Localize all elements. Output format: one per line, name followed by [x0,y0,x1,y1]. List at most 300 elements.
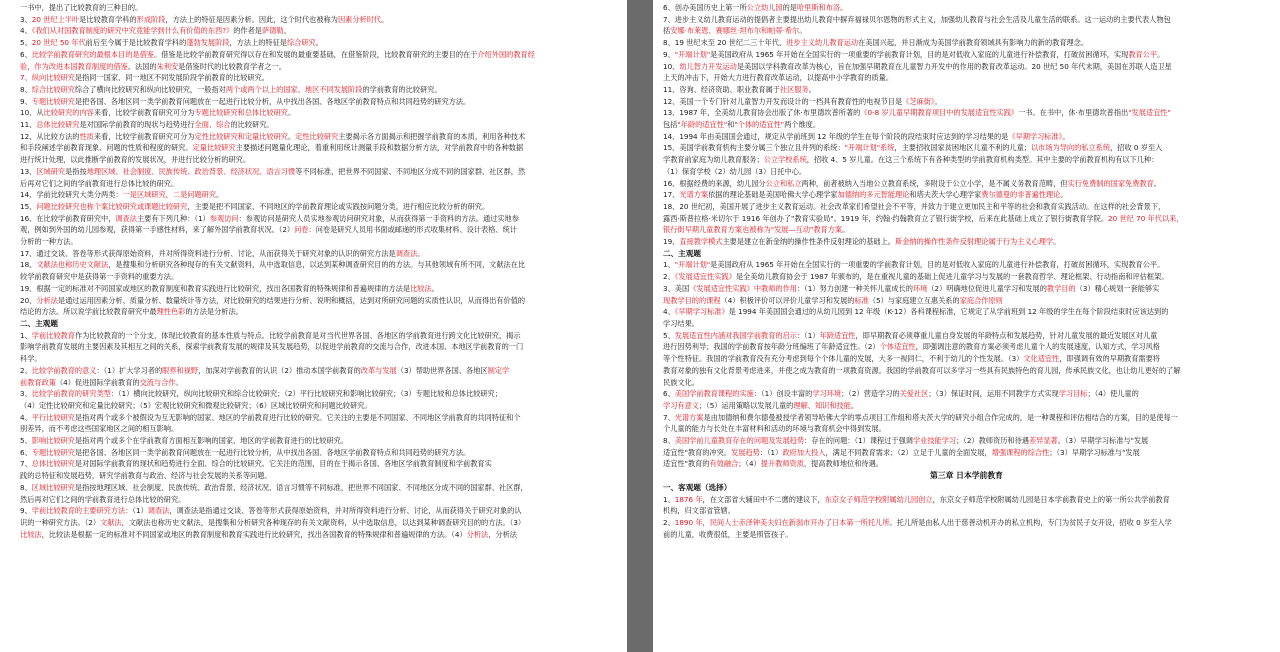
highlighted-text: 美国学前教育课程的实施 [674,389,754,399]
body-text: 是比较教育学科的 [79,14,137,24]
body-text: 综合了横向比较研究和纵向比较研究，一般指对 [74,84,226,94]
text-line [663,201,1270,213]
body-text: 7、 [20,459,32,469]
body-text: 。 [842,225,850,235]
highlighted-text: 环境 [912,283,928,293]
highlighted-text: "开端计划" [674,49,711,59]
body-text: 12、美国一个专门针对儿童智力开发而设计的一档具有教育性的电视节目是 [663,96,903,106]
text-line [663,72,1270,84]
highlighted-text: 关爱社区 [899,389,929,399]
highlighted-text: 前教育政策 [20,377,56,387]
highlighted-text: 比较学前教育的意义 [31,365,97,375]
body-text: ，招收 0 岁至入 [1110,143,1163,153]
highlighted-text: 参观访问 [209,213,239,223]
text-line [20,224,617,236]
body-text: ，主要招收国家贫困地区儿童不利的儿童； [894,143,1031,153]
body-text: 。 [934,96,942,106]
highlighted-text: 理解、知识和技能 [793,400,851,410]
highlighted-text: 学习有意义 [663,400,699,410]
highlighted-text: 验，作为改进本国教育制度的借鉴 [20,61,128,71]
highlighted-text: 影响比较研究 [31,436,75,446]
text-line [20,201,617,213]
highlighted-text: 有效融合 [709,459,739,469]
highlighted-text: 因素分析时代 [337,14,382,24]
body-text: ：（1）创设丰富的 [753,389,813,399]
highlighted-text: 定量比较研究 [192,143,236,153]
highlighted-text: 一是区域研究，二是问题研究 [122,190,217,200]
highlighted-text: 综合比较研究 [31,84,75,94]
highlighted-text: 东京女子师范学校附属幼儿园创立 [824,494,933,504]
body-text: 是把各国、各地区同一类学前教育问题放在一起进行比较分析，从中找出各国、各地区学前教育特点和共同趋势的研究方法。 [74,447,471,457]
body-text: 。 [175,377,183,387]
body-text: 6、 [663,389,675,399]
text-line [663,25,1270,37]
body-text: 19、根据一定的标准对不同国家或地区的教育制度和教育实践进行比较研究，找出各国教育的特殊规律和普遍规律的方法是 [20,283,411,293]
highlighted-text: 调查法 [395,248,418,258]
text-line [20,131,617,143]
highlighted-text: 光谱方案 [679,190,709,200]
body-text: 进行因势利导；我国的学前教育按年龄分班编班了年龄适宜性。（2） [663,342,880,352]
highlighted-text: 20 世纪 70 年代以来， [1108,213,1184,223]
body-text: 来看，比较学前教育研究可分为 [93,131,195,141]
highlighted-text: 20 世纪 50 年代 [31,38,86,48]
text-line [20,353,617,365]
highlighted-text: 性质 [79,131,94,141]
body-text: 2、 [20,365,32,375]
body-text: ：（1）扩大学习者的 [96,365,163,375]
body-text: ，方法上的特征是因素分析。因此，这个时代也被称为 [165,14,338,24]
body-text: ，方法上的特征是 [229,38,287,48]
highlighted-text: 比较研究的内容 [43,108,94,118]
body-text: （5）与家庭建立互惠关系的 [868,295,960,305]
body-text: 是指同一国家、同一地区不同发展阶段学前教育的比较研究。 [74,73,269,83]
body-text: 的学前教育的比较研究。 [362,84,442,94]
section-heading: 二、主观题 [20,318,58,328]
highlighted-text: 分析法 [466,529,489,539]
text-line [663,388,1270,400]
text-line [20,107,617,119]
body-text: （4）促进国际学前教育的 [55,377,140,387]
highlighted-text: 问卷 [294,225,309,235]
body-text: ；（5）运用策略以发展儿童的 [698,400,794,410]
highlighted-text: 专题比较研究 [31,96,75,106]
highlighted-text: 比较法 [410,283,432,293]
body-text: 上天的冲击下，开始大力进行教育改革运动，以提高中小学教育的质量。 [663,73,894,83]
text-line [663,423,1270,435]
text-line [663,236,1270,248]
body-text: 1、 [663,494,675,504]
text-line [663,458,1270,470]
body-text: 6、 [20,49,32,59]
text-line [663,2,1270,14]
text-line [663,61,1270,73]
body-text: ；（2）营造学习的 [841,389,900,399]
body-text: 是借鉴时代的比较教育学者之一。 [178,61,286,71]
text-line [663,107,1270,119]
text-line [663,259,1270,271]
body-text: ：存在的问题：（1）课程过于强调 [804,436,913,446]
text-line [20,72,617,84]
body-text: 是指按地理区域、社会制度、民族传统、政治背景、经济状况、语言习惯等不同标准，把世界不同国家、不同地区分成不同的国家群、社区群， [74,482,528,492]
highlighted-text: 专题比较研究和总体比较研究 [194,108,288,118]
highlighted-text: 平行比较研究 [31,412,75,422]
text-line [20,2,617,14]
body-text: 结论的方法。所以说学前比较教育研究中最 [20,307,157,317]
body-text: 适宜性"教育的 [663,459,710,469]
body-text: （2）明确地位促进儿童学习和发展的 [927,283,1047,293]
highlighted-text: "年龄的适宜性" [677,120,728,130]
body-text: 后再对它们之间的学前教育进行总体比较的研究。 [20,178,179,188]
highlighted-text: 费尔德曼的非普遍性理论 [981,190,1061,200]
highlighted-text: 差异显著 [1028,436,1058,446]
body-text: 。法国的 [127,61,157,71]
body-text: 是美国政府从 1965 年开始在全国实行的一项重要的学前教育计划，目的是对低收入家庭的儿童进行补偿教育，打破贫困循环，实现 [710,49,1129,59]
body-text: 8、 [20,482,32,492]
body-text: 16、在比较学前教育研究中， [20,213,116,223]
text-line [663,224,1270,236]
highlighted-text: 问题比较研究也称个案比较研究或课题比较研究 [36,201,188,211]
body-text: （4）定性比较研究和定量比较研究；（5）宏观比较研究和微观比较研究；（6）区域比较研究和问题比较研究。 [20,400,372,410]
body-text: 适宜性"教育的冲突。 [663,447,731,457]
highlighted-text: 教育公平 [1128,49,1158,59]
body-text: ； [756,155,764,165]
body-text: 主要揭示各方面揭示和把握学前教育的本质，利用各种技术 [338,131,526,141]
text-line [20,189,617,201]
body-text: ：问卷是研究人员用书面或邮递的形式收集材料、设计表格、统计 [308,225,517,235]
body-text: 5、 [20,38,32,48]
body-text: 学教育前家庭为幼儿教育服务 [663,155,757,165]
body-text: 的比较研究。 [230,120,274,130]
highlighted-text: 两个或两个以上的国家、地区不同发展阶段 [225,84,363,94]
body-text: 17、通过交谈、答卷等形式获得原始资料，并对所得资料进行分析、讨论，从而获得关于研究对象的认识的研究方法是 [20,248,396,258]
highlighted-text: 美国学前儿童教育存在的问题及发展趋势 [674,436,805,446]
text-line [663,37,1270,49]
highlighted-text: 直接教学模式 [679,237,723,247]
highlighted-text: 改革与发展 [360,365,397,375]
highlighted-text: 区域研究 [36,166,66,176]
highlighted-text: 银行街早期儿童教育方案也被称为"发展—互动"教育方案 [663,225,843,235]
text-line [20,470,617,482]
body-text: ，主要是把不同国家、不同地区的学前教育理论或实践按问题分类，进行相应比较分析的研究。 [187,201,490,211]
body-text: 。 [417,248,425,258]
body-text: 2、 [663,517,675,527]
body-text: 。 [287,108,296,118]
text-line [20,458,617,470]
text-line [20,388,617,400]
body-text: 然后再对它们之间的学前教育进行总体比较的研究。 [20,494,186,504]
document-page-left [0,0,627,652]
body-text: 较学前教育研究中是获得第一手资料的重要方法。 [20,272,179,282]
text-line [20,248,617,260]
highlighted-text: 总体比较研究 [31,459,75,469]
text-line [663,119,1270,131]
highlighted-text: 专题比较研究 [31,447,75,457]
text-line [20,213,617,225]
body-text: 的作者是 [233,26,262,36]
body-text: ，是搜集和分析研究各种现存的有关文献资料，从中选取信息，以达到某种调查研究目的的方法。与其他领域有所不同，文献法在比 [108,260,526,270]
text-line [20,365,617,377]
body-text: 。借鉴是比较学前教育研究得以存在和发展的最重要基础，在借鉴阶段，比较教育研究的主要目的在于 [153,49,478,59]
chapter-title: 第三章 日本学前教育 [930,471,1003,481]
highlighted-text: 增强课程的综合性 [991,447,1050,457]
body-text: 两个维度。 [784,120,821,130]
text-line [20,435,617,447]
body-text: 19、 [663,237,680,247]
text-line [663,494,1270,506]
body-text: ，在文部省大辅田中不二麿的建议下， [702,494,825,504]
body-text: 影响学前教育发展的主要因素及其相互之间的关系，探索学前教育发展的规律及其发展趋势，以促进学前教育的交流与合作，改进本国、本地区学前教育的一门 [20,342,524,352]
text-line [20,61,617,73]
highlighted-text: 幼儿智力开发运动 [679,61,737,71]
body-text: 11、 [20,120,37,130]
body-text: 是指按 [65,166,87,176]
body-text: （3）帮助世界各国、各地区 [396,365,488,375]
highlighted-text: 实行免费制的国家免费教育 [1067,178,1154,188]
body-text: ；（2）教师资历和待遇 [956,436,1029,446]
text-line [20,494,617,506]
highlighted-text: 《0-8 岁儿童早期教育项目中的发展适宜性实践》 [860,108,1019,118]
text-line [20,271,617,283]
highlighted-text: 斯金纳的操作性条件反射理论属于 [895,237,1003,247]
body-text: 践的总特征和发展趋势，研究学前教育与政治、经济与社会发展的关系等问题。 [20,471,272,481]
text-line [20,96,617,108]
text-line [20,25,617,37]
body-text: 一书。在书中，休·布里德坎普指出 [1018,108,1129,118]
body-text: 14、1994 年由美国国会通过，规定从学前班到 12 年级的学生在每个阶段的段结束时应达到的学习结果的是 [663,131,1009,141]
highlighted-text: 地理区域、社会制度、民族传统、政治背景、经济状况、语言习惯 [86,166,296,176]
text-line [663,505,1270,517]
text-line [663,447,1270,459]
body-text: ，东京女子师范学校附属幼儿园是日本学前教育史上的第一所公共学前教育 [932,494,1170,504]
body-text: 5、 [663,330,675,340]
body-text: 主要是建立在新金纳的操作性条件反射理论的基础上。 [722,237,895,247]
body-text: 露西·斯普拉格·米切尔于 1916 年创办了"教育实验局"。1919 年，约翰·约翰教育立了银行街学校，后来在此基础上成立了银行街教育学院。 [663,213,1109,223]
body-text: 10、从 [20,108,44,118]
highlighted-text: 综合研究 [286,38,316,48]
body-text: 和手段阐述学前教育现象、问题的性质和程度的研究。 [20,143,193,153]
highlighted-text: 《我们从对国教育制度的研究中究竟能学到什么有价值的东西?》 [31,26,234,36]
body-text: 14、学前比较研究大类分两类： [20,190,123,200]
text-line [663,271,1270,283]
text-line [663,142,1270,154]
body-text: 是对国际学前教育的现状和趋势进行全面、综合的比较研究。它关注的范围，目的在于揭示各国、各地区学前教育制度和学前教育实 [74,459,492,469]
text-line [663,529,1270,541]
text-line [663,318,1270,330]
body-text: ，即强调有效的早期教育需要将 [1059,354,1160,364]
highlighted-text: 标准 [854,295,869,305]
body-text: 包括 [663,120,678,130]
body-text: （1）保育学校（2）幼儿园（3）日托中心。 [663,166,807,176]
text-line [663,330,1270,342]
body-text: 是 1994 年美国国会通过的从幼儿园到 12 年级（K-12）各科课程标准，它规定了从学前班到 12 年级的学生在每个阶段结束时应该达到的 [728,307,1169,317]
body-text: 。 [1153,178,1161,188]
text-line [20,283,617,295]
text-line [663,365,1270,377]
body-text: ，招收 4、5 岁儿童。在这三个系统下有各种类型的学前教育机构类型。其中主要的学前教育机构有以下几种： [806,155,1159,165]
highlighted-text: 《早期学习标准》 [1008,131,1063,141]
body-text: ：（1） [796,330,820,340]
text-line [20,377,617,389]
body-text: 教育对象的独有文化背景考虑进来，并使之成为教育的一项教育资源。我国的学前教育可以多学习一些具有民族特色的育儿园，传承民族文化，也让幼儿更好的了解 [663,365,1181,375]
body-text: 是通过运用因素分析、质量分析、数量统计等方法，对比较研究的结果进行分析、说明和概括，达到对所研究问题的实质性认识，从而得出有价值的 [57,295,526,305]
text-line [663,400,1270,412]
text-line [663,306,1270,318]
body-text: 16、根据经费的来源，幼儿园分 [663,178,766,188]
body-text: 科学。 [20,354,42,364]
body-text: 7、 [663,412,675,422]
body-text: 。 [431,283,439,293]
highlighted-text: 定性比较研究 [295,131,339,141]
text-line [20,447,617,459]
highlighted-text: 理性色彩 [156,307,186,317]
body-text: 9、 [663,49,675,59]
text-line [663,412,1270,424]
text-line [20,517,617,529]
body-text: 在美国兴起，并日渐成为美国学前教育领域具有影响力的新的教育理念。 [858,38,1089,48]
text-line [20,37,617,49]
text-line [663,14,1270,26]
body-text: 和塔夫茨大学心理学家 [909,190,982,200]
body-text: 。 [799,26,807,36]
body-text: 3、 [20,14,32,24]
body-text: 一书中，提出了比较教育的三种目的。 [20,3,143,12]
text-line [663,295,1270,307]
text-line [20,412,617,424]
text-line [663,517,1270,529]
highlighted-text: 现教学目的的课程 [663,295,721,305]
highlighted-text: 蓬勃发展阶段 [186,38,230,48]
highlighted-text: 光谱方案 [674,412,704,422]
text-line [20,154,617,166]
text-line [20,166,617,178]
body-text: 。 [315,38,323,48]
body-text: 主要有下列几种：（1） [136,213,210,223]
highlighted-text: "开端计划"系统 [844,143,895,153]
text-line [663,189,1270,201]
highlighted-text: 《芝麻街》 [902,96,935,106]
body-text: （3）精心规划一套能够实 [1075,283,1160,293]
text-line [20,529,617,541]
highlighted-text: 学习目标 [1058,389,1088,399]
highlighted-text: 公立幼儿园 [746,3,783,12]
text-line [663,166,1270,178]
section-heading: 二、主观题 [663,248,701,258]
body-text: ：（1） [125,506,148,516]
text-line [20,84,617,96]
body-text: 8、19 世纪末至 20 世纪二三十年代， [663,38,787,48]
highlighted-text: 比较学前教育研究的最根本目的是借鉴 [31,49,154,59]
highlighted-text: 发展适宜性内涵对我国学前教育的启示 [674,330,797,340]
highlighted-text: 社区服务 [779,84,809,94]
body-text: 观，例如到外国的幼儿园参观，获得第一手感性材料，来了解外国学前教育状况。（2） [20,225,295,235]
body-text: 4、 [20,412,32,422]
body-text: 18、 [20,260,37,270]
highlighted-text: 《发展适宜性实践》中教师的作用 [689,283,797,293]
text-line [20,306,617,318]
body-text: 是全美幼儿教育协会于 1987 年颁布的，是在重视儿童的基础上促进儿童学习与发展的一套教育哲学、理论框架、行动指南和评估框架。 [735,272,1169,282]
highlighted-text: 学前比较教育的主要研究方法 [31,506,126,516]
text-line [20,341,617,353]
body-text: 13、 [20,166,37,176]
body-text: ，调查法是指通过交谈、答卷等形式获得原始资料，并对所得资料进行分析、讨论，从而获得关于研究对象的认 [169,506,522,516]
text-line [20,505,617,517]
body-text: ；（4） [738,459,761,469]
highlighted-text: 调查法 [147,506,170,516]
body-text: 。 [1157,49,1165,59]
body-text: ，即早期教育必须尊重儿童自身发展的年龄特点和发展趋势，针对儿童发展的最近发展区对儿童 [855,330,1158,340]
text-line [20,142,617,154]
body-text: ，分析法 [488,529,517,539]
body-text: ，加深对学前教育的认识（2）推动本国学前教育的 [198,365,361,375]
highlighted-text: 行为主义心理学 [1002,237,1054,247]
body-text: 等不同标准，把世界不同国家、不同地区分成不同的国家群、社区群，然 [295,166,526,176]
body-text: 是由加德纳和费尔德曼被授学者领导哈佛大学的零点项目工作组和塔夫茨大学的研究小组合作完成的，是一种课程和评估相结合的方案，目的是使每一 [703,412,1178,422]
body-text: 民族文化。 [663,377,699,387]
body-text: 2、 [663,272,675,282]
body-text: 8、 [20,84,32,94]
highlighted-text: 教学目的 [1046,283,1076,293]
body-text: 8、 [663,436,675,446]
highlighted-text: 《发展适宜性实践》 [674,272,736,282]
highlighted-text: "发展适宜性" [1128,108,1171,118]
body-text: 4、 [663,307,675,317]
text-line [20,400,617,412]
highlighted-text: 《早期学习标准》 [674,307,729,317]
highlighted-text: 家庭合作原则 [959,295,1003,305]
body-text: ：（1） [759,447,783,457]
highlighted-text: 形成阶段 [136,14,166,24]
highlighted-text: 文献法 [100,517,122,527]
body-text: 15、美国学前教育机构主要分属三个独立且并列的系统： [663,143,845,153]
highlighted-text: 调查法 [115,213,137,223]
body-text: 。 [850,400,859,410]
text-line [663,213,1270,225]
body-text: ，提高教师地位和待遇。 [803,459,883,469]
highlighted-text: "开端计划" [674,260,711,270]
text-line [20,482,617,494]
body-text: 10、 [663,61,680,71]
highlighted-text: 1876 年 [674,494,703,504]
body-text: 是美国政府从 1965 年开始在全国实行的一项重要的学前教育计划，目的是对低收入家庭的儿童进行补偿教育，打破贫困循环，实现教育公平。 [710,260,1165,270]
text-line [20,14,617,26]
section-heading: 一、客观题（选择） [663,482,732,492]
highlighted-text: 公立和私立 [765,178,802,188]
highlighted-text: 介绍外国的教育经 [477,49,535,59]
text-line [663,377,1270,389]
text-line [663,435,1270,447]
body-text: 和 [727,120,735,130]
body-text: ；（3）保证时间，运用不同教学方式实现 [928,389,1059,399]
body-text: 是美国以学科教育改革为核心，旨在加强早期教育在儿童智力开发中的作用的教育改革运动。20 世纪 50 年代末期，美国在苏联人造卫星 [736,61,1172,71]
body-text: 。 [381,14,389,24]
highlighted-text: 学前比较教育 [31,330,75,340]
body-text: 是指对两个或多个在学前教育方面相互影响的国家、地区的学前教育进行的比较研究。 [74,436,349,446]
body-text: 9、 [20,96,32,106]
body-text: 11、咨询、经济资助、职业教育属于 [663,84,780,94]
body-text: ，文献法也称历史文献法，是搜集和分析研究各种现存的有关文献资料，从中选取信息，以达到某种调查研究目的的方法。（3） [121,517,526,527]
body-text: 来看，比较学前教育研究可分为 [93,108,195,118]
highlighted-text: 20 世纪上半叶 [31,14,80,24]
highlighted-text: 文化适宜性 [1023,354,1060,364]
body-text: 作为比较教育的一个分支，体现比较教育的基本性质与特点。比较学前教育是对当代世界各国、各地区的学前教育进行跨文化比较研究，揭示 [74,330,521,340]
body-text: 。（3）早期学习标准与"发展 [1057,436,1149,446]
text-line [663,353,1270,365]
text-line [663,49,1270,61]
body-text: 进行统计处理，以此推断学前教育的发展状况，并进行比较分析的研究。 [20,155,251,165]
body-text: 两种，前者被纳入当地公立教育系统，多附设于公立小学，是不属义务教育范畴，但 [801,178,1068,188]
highlighted-text: 萨德勒 [262,26,284,36]
highlighted-text: 制定学 [487,365,510,375]
